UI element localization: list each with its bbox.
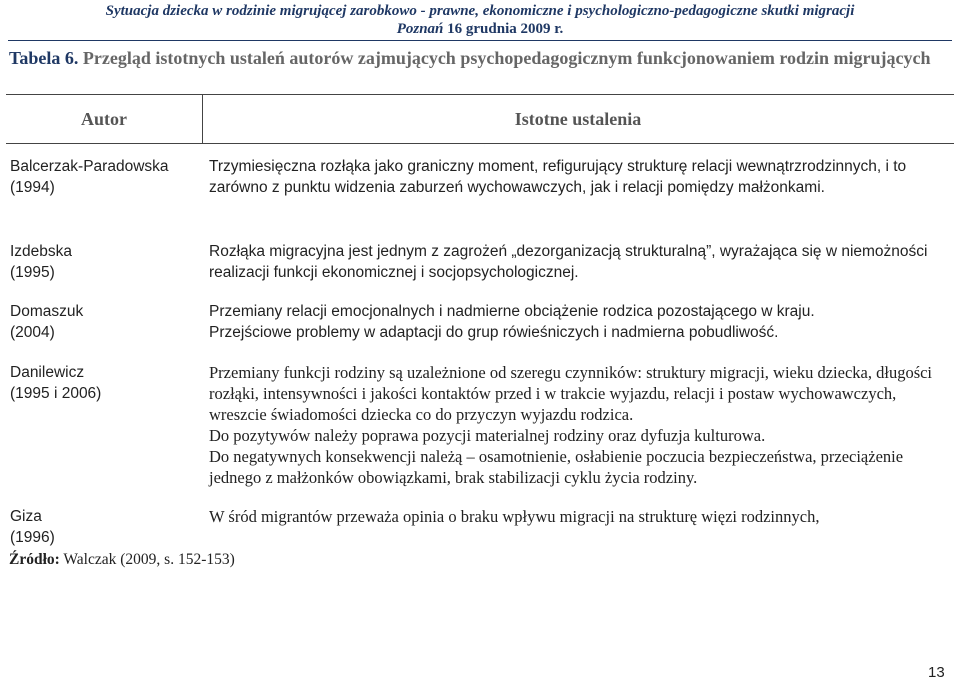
table-caption — [9, 46, 939, 70]
page-number: 13 — [928, 664, 945, 681]
author-year: (2004) — [10, 324, 55, 341]
findings-cell — [209, 241, 947, 283]
author-year: (1995 i 2006) — [10, 385, 102, 402]
table-caption-text: Przegląd istotnych ustaleń autorów zajmujących psychopedagogicznym funkcjonowaniem rodzin migrujących — [78, 48, 931, 68]
finding-text: Przemiany funkcji rodziny są uzależnione od szeregu czynników: struktury migracji, wieku dziecka, długości rozłąki, intensywności i jakości kontaktów przed i w trakcie wyjazdu, relacji i postaw wychowawczych, wreszcie świadomości dziecka co do przyczyn wyjazdu rodzica. — [209, 363, 933, 424]
finding-text: Przemiany relacji emocjonalnych i nadmierne obciążenie rodzica pozostającego w kraju. — [209, 303, 815, 320]
finding-text: Przejściowe problemy w adaptacji do grup rówieśniczych i nadmierna pobudliwość. — [209, 324, 779, 341]
author-year: (1995) — [10, 264, 55, 281]
author-name: Danilewicz — [10, 364, 85, 381]
author-cell — [10, 301, 200, 343]
author-name: Balcerzak-Paradowska — [10, 158, 169, 175]
finding-text: Rozłąka migracyjna jest jednym z zagrożeń „dezorganizacją strukturalną”, wyrażająca się w niemożności realizacji funkcji ekonomicznej i socjopsychologicznej. — [209, 243, 928, 281]
author-name: Giza — [10, 508, 42, 525]
header-rule — [8, 40, 952, 41]
findings-table — [6, 94, 954, 546]
table-header-row — [6, 94, 954, 144]
finding-text: W śród migrantów przeważa opinia o braku wpływu migracji na strukturę więzi rodzinnych, — [209, 507, 820, 526]
findings-cell — [209, 301, 947, 343]
author-cell — [10, 506, 200, 548]
findings-cell — [209, 156, 947, 198]
source-note — [9, 550, 235, 570]
finding-text: Do pozytywów należy poprawa pozycji materialnej rodziny oraz dyfuzja kulturowa. — [209, 426, 766, 445]
author-cell — [10, 241, 200, 283]
header-date-line — [0, 20, 960, 38]
source-text: Walczak (2009, s. 152-153) — [59, 551, 235, 568]
source-label: Źródło: — [9, 551, 60, 568]
author-cell — [10, 156, 200, 198]
header-title: Sytuacja dziecka w rodzinie migrującej zarobkowo - prawne, ekonomiczne i psychologiczno-pedagogiczne skutki migracji — [105, 3, 855, 19]
author-year: (1994) — [10, 179, 55, 196]
column-header-findings: Istotne ustalenia — [514, 109, 642, 129]
findings-cell — [209, 362, 947, 488]
finding-text: Trzymiesięczna rozłąka jako graniczny moment, refigurujący strukturę relacji wewnątrzrodzinnych, i to zarówno z punktu widzenia zaburzeń wychowawczych, jak i relacji pomiędzy małżonkami. — [209, 158, 907, 196]
running-header — [0, 2, 960, 38]
header-date: 16 grudnia 2009 r. — [443, 21, 564, 37]
author-year: (1996) — [10, 529, 55, 546]
column-header-author: Autor — [81, 109, 127, 129]
header-place: Poznań — [396, 21, 444, 37]
author-name: Domaszuk — [10, 303, 84, 320]
table-caption-label: Tabela 6. — [9, 48, 79, 68]
author-cell — [10, 362, 200, 404]
findings-cell — [209, 506, 947, 527]
finding-text: Do negatywnych konsekwencji należą – osamotnienie, osłabienie poczucia bezpieczeństwa, przeciążenie jednego z małżonków obowiązkami, brak stabilizacji cyklu życia rodziny. — [209, 447, 904, 487]
author-name: Izdebska — [10, 243, 73, 260]
